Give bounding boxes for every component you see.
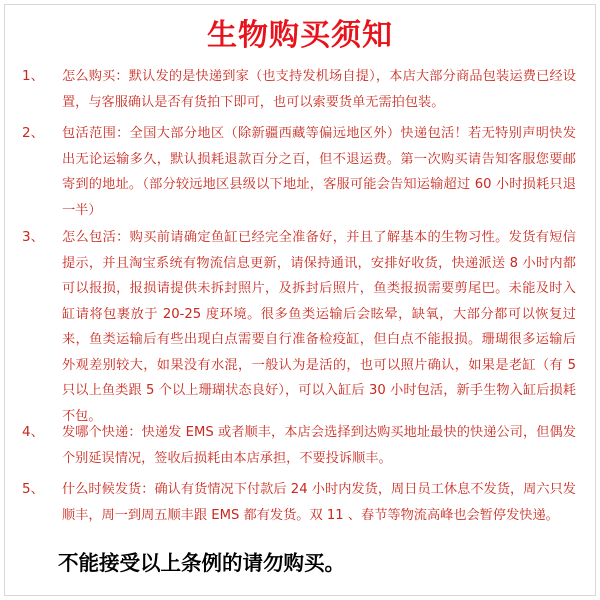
footer-notice: 不能接受以上条例的请勿购买。 (58, 551, 345, 575)
page-title: 生物购买须知 (207, 18, 393, 53)
rule-text: 怎么购买：默认发的是快递到家（也支持发机场自提），本店大部分商品包装运费已经设置，与客服确认是否有货拍下即可，也可以索要货单无需拍包装。 (62, 69, 576, 110)
rule-text: 发哪个快递：快递发 EMS 或者顺丰，本店会选择到达购买地址最快的快递公司，但偶发个别延误情况，签收后损耗由本店承担，不要投诉顺丰。 (62, 425, 576, 466)
rule-number: 3、 (22, 229, 45, 245)
rule-number: 4、 (22, 424, 45, 440)
rule-text: 什么时候发货：确认有货情况下付款后 24 小时内发货，周日员工休息不发货，周六只发顺丰，周一到周五顺丰跟 EMS 都有发货。双 11 、春节等物流高峰也会暂停发快递。 (62, 482, 576, 523)
rule-text: 怎么包活：购买前请确定鱼缸已经完全准备好，并且了解基本的生物习性。发货有短信提示，并且淘宝系统有物流信息更新，请保持通讯，安排好收货，快递派送 8 小时内都可以报损，报损请提供未拆封照片，及拆封后照片，鱼类报损需要剪尾巴。未能及时入缸请将包裹放于 20-25 度环境。很多鱼类运输后会眩晕，缺氧，大部分都可以恢复过来，鱼类运输后有些出现白点需要自行准备检疫缸，但白点不能报损。珊瑚很多运输后外观差别较大，如果没有水混，一般认为是活的，也可以照片确认，如果是老缸（有 5 只以上鱼类跟 5 个以上珊瑚状态良好），可以入缸后 30 小时包活，新手生物入缸后损耗不包。 (62, 230, 576, 424)
rule-text: 包活范围：全国大部分地区（除新疆西藏等偏远地区外）快递包活！若无特别声明快发出无论运输多久，默认损耗退款百分之百，但不退运费。第一次购买请告知客服您要邮寄到的地址。（部分较远地区县级以下地址，客服可能会告知运输超过 60 小时损耗只退一半） (62, 126, 576, 218)
rule-number: 2、 (22, 125, 45, 141)
rule-number: 5、 (22, 481, 45, 497)
rule-number: 1、 (22, 68, 45, 84)
